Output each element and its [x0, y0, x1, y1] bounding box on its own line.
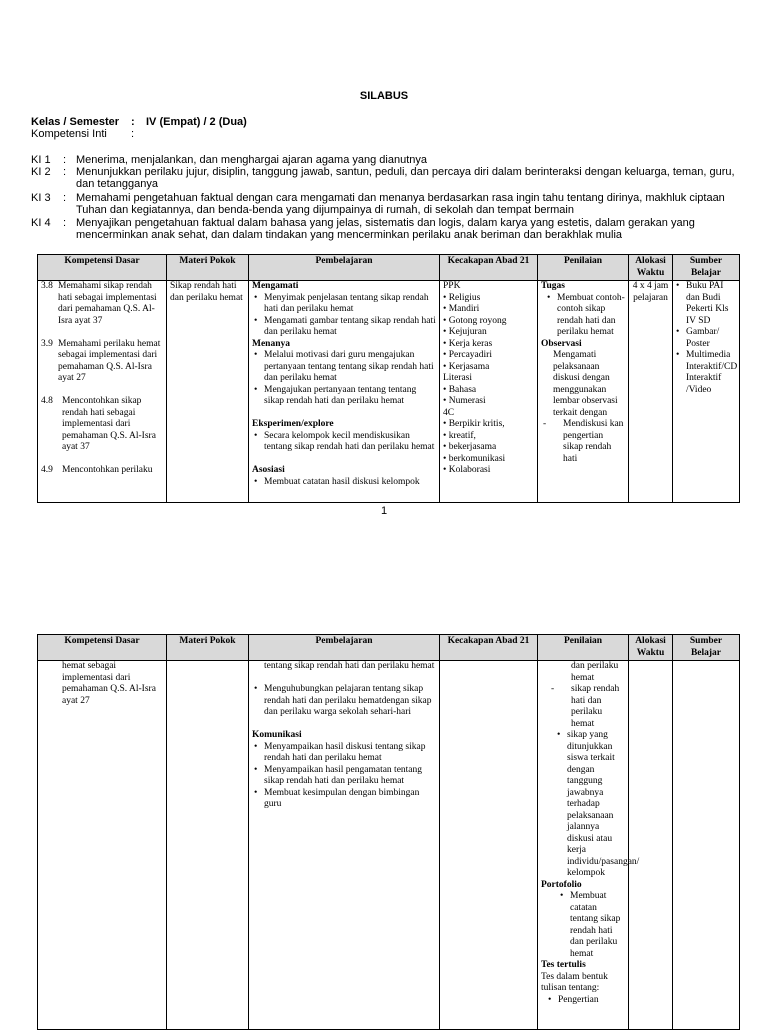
- ki-code: KI 4: [31, 217, 51, 229]
- kecakapan-cell: [440, 281, 538, 503]
- sumber-belajar-cell: [673, 281, 740, 503]
- kecakapan-item: • Kerja keras: [443, 338, 493, 349]
- ki-code: KI 1: [31, 154, 51, 166]
- pembelajaran-cont: tentang sikap rendah hati dan perilaku hemat: [264, 661, 435, 671]
- header-sumber-belajar: Sumber Belajar: [673, 255, 740, 281]
- observasi-text: Mengamati pelaksanaan diskusi dengan menggunakan lembar observasi terkait dengan: [553, 350, 618, 418]
- pembelajaran-cell: [249, 661, 440, 1030]
- penilaian-dash-item: - sikap rendah hati dan perilaku hemat: [551, 684, 620, 729]
- header-pembelajaran: Pembelajaran: [249, 635, 440, 661]
- alokasi-waktu-cell: 4 x 4 jam pelajaran: [629, 281, 673, 503]
- pembelajaran-item: • Mengajukan pertanyaan tentang tentang sikap rendah hati dan perilaku hemat: [264, 385, 436, 408]
- syllabus-table-page2: [37, 634, 740, 1030]
- kd-text: Memahami perilaku hemat sebagai implementasi dari pemahaman Q.S. Al-Isra ayat 27: [58, 338, 161, 383]
- kecakapan-item: • Kolaborasi: [443, 465, 491, 475]
- penilaian-item: • Pengertian: [558, 995, 625, 1007]
- ki-text: Memahami pengetahuan faktual dengan cara mengamati dan menanya berdasarkan rasa ingin tahu tentang dirinya, makhluk ciptaan Tuhan dan kegiatannya, dan benda-benda yang dijumpainya di rumah, di sekolah dan tempat bermain: [76, 192, 725, 216]
- header-kecakapan: Kecakapan Abad 21: [440, 255, 538, 281]
- kecakapan-item: • Berpikir kritis,: [443, 419, 505, 429]
- kompetensi-colon: :: [131, 128, 135, 140]
- pembelajaran-item: • Secara kelompok kecil mendiskusikan tentang sikap rendah hati dan perilaku hemat: [264, 431, 436, 454]
- kd-number: 3.9: [41, 338, 53, 349]
- alokasi-waktu-cell: [629, 661, 673, 1030]
- kelas-colon: :: [131, 116, 135, 128]
- pembelajaran-item: • Menguhubungkan pelajaran tentang sikap rendah hati dan perilaku hematdengan sikap dan perilaku warga sekolah sehari-hari: [264, 684, 436, 719]
- header-kompetensi-dasar: Kompetensi Dasar: [38, 255, 167, 281]
- kecakapan-item: • Percayadiri: [443, 350, 492, 360]
- kd-text: hemat sebagai implementasi dari pemahaman Q.S. Al-Isra ayat 27: [62, 661, 156, 706]
- header-pembelajaran: Pembelajaran: [249, 255, 440, 281]
- ppk-label: PPK: [443, 281, 461, 291]
- kd-text: Memahami sikap rendah hati sebagai implementasi dari pemahaman Q.S. Al-Isra ayat 37: [58, 281, 157, 326]
- ki-colon: :: [63, 192, 67, 204]
- kecakapan-item: • Numerasi: [443, 396, 486, 406]
- pembelajaran-heading: Eksperimen/explore: [252, 419, 334, 429]
- kecakapan-item: • Bahasa: [443, 384, 477, 395]
- ki-item: [31, 166, 741, 190]
- header-penilaian: Penilaian: [538, 255, 629, 281]
- ki-code: KI 2: [31, 166, 51, 178]
- kd-text: Mencontohkan perilaku: [62, 465, 153, 475]
- sumber-item: • Multimedia Interaktif/CD Interaktif /Video: [686, 350, 736, 396]
- header-alokasi-waktu: Alokasi Waktu: [629, 635, 673, 661]
- pembelajaran-heading: Menanya: [252, 338, 290, 349]
- penilaian-item: • Membuat contoh-contoh sikap rendah hati dan perilaku hemat: [557, 293, 625, 339]
- kd-item: [41, 281, 163, 327]
- header-penilaian: Penilaian: [538, 635, 629, 661]
- kompetensi-dasar-cell: [38, 661, 167, 1030]
- header-alokasi-waktu: Alokasi Waktu: [629, 255, 673, 281]
- penilaian-heading: Portofolio: [541, 879, 582, 890]
- pembelajaran-heading: Asosiasi: [252, 465, 285, 475]
- tes-text: Tes dalam bentuk tulisan tentang:: [541, 971, 608, 993]
- kecakapan-item: • Kejujuran: [443, 327, 487, 337]
- kompetensi-dasar-cell: [38, 281, 167, 503]
- sumber-item: • Buku PAI dan Budi Pekerti Kls IV SD: [686, 281, 736, 327]
- kecakapan-item: • Mandiri: [443, 304, 480, 314]
- kd-item: [41, 465, 163, 477]
- penilaian-cell: [538, 281, 629, 503]
- pembelajaran-item: • Membuat kesimpulan dengan bimbingan guru: [264, 788, 436, 811]
- penilaian-item: • Membuat catatan tentang sikap rendah hati dan perilaku hemat: [570, 891, 625, 960]
- kd-text: Mencontohkan sikap rendah hati sebagai implementasi dari pemahaman Q.S. Al-Isra ayat 37: [62, 396, 156, 452]
- kecakapan-item: • berkomunikasi: [443, 453, 506, 464]
- materi-pokok-cell: [167, 661, 249, 1030]
- literasi-label: Literasi: [443, 373, 473, 383]
- kecakapan-item: • kreatif,: [443, 430, 476, 441]
- ki-colon: :: [63, 166, 67, 178]
- pembelajaran-item: • Menyampaikan hasil diskusi tentang sikap rendah hati dan perilaku hemat: [264, 742, 436, 765]
- materi-pokok-cell: Sikap rendah hati dan perilaku hemat: [167, 281, 249, 503]
- kecakapan-cell: [440, 661, 538, 1030]
- kecakapan-item: • Kerjasama: [443, 361, 490, 372]
- penilaian-cell: [538, 661, 640, 1030]
- kecakapan-item: • Religius: [443, 292, 481, 303]
- sumber-item: • Gambar/ Poster: [686, 327, 736, 350]
- syllabus-table-page1: [37, 254, 740, 503]
- kelas-label: Kelas / Semester: [31, 116, 120, 128]
- kd-item: [41, 339, 163, 385]
- header-kompetensi-dasar: Kompetensi Dasar: [38, 635, 167, 661]
- pembelajaran-heading: Komunikasi: [252, 730, 302, 740]
- ki-text: Menyajikan pengetahuan faktual dalam bahasa yang jelas, sistematis dan logis, dalam karya yang estetis, dalam gerakan yang mencerminkan anak sehat, dan dalam tindakan yang mencerminkan perilaku anak beriman dan berakhlak mulia: [76, 217, 695, 241]
- 4c-label: 4C: [443, 407, 455, 418]
- pembelajaran-item: • Mengamati gambar tentang sikap rendah hati dan perilaku hemat: [264, 316, 436, 339]
- ki-item: [31, 192, 741, 216]
- page-number: 1: [380, 505, 388, 517]
- kd-number: 4.9: [41, 465, 53, 475]
- ki-text: Menunjukkan perilaku jujur, disiplin, tanggung jawab, santun, peduli, dan percaya diri dalam berinteraksi dengan keluarga, teman, guru, dan tetangganya: [76, 166, 735, 190]
- pembelajaran-heading: Mengamati: [252, 281, 299, 291]
- kd-item: [41, 396, 163, 454]
- pembelajaran-item: • Melalui motivasi dari guru mengajukan pertanyaan tentang tentang sikap rendah hati dan perilaku hemat: [264, 350, 436, 385]
- kompetensi-label: Kompetensi Inti: [31, 128, 107, 140]
- kd-number: 4.8: [41, 396, 53, 406]
- ki-item: [31, 217, 741, 241]
- kelas-value: IV (Empat) / 2 (Dua): [146, 116, 247, 128]
- sumber-belajar-cell: [673, 661, 740, 1030]
- penilaian-cont: dan perilaku hemat: [571, 661, 619, 683]
- ki-text: Menerima, menjalankan, dan menghargai ajaran agama yang dianutnya: [76, 154, 428, 166]
- pembelajaran-cell: [249, 281, 440, 503]
- penilaian-dash-item: - Mendiskusi kan pengertian sikap rendah hati: [543, 419, 624, 464]
- kecakapan-item: • Gotong royong: [443, 315, 507, 326]
- header-sumber-belajar: Sumber Belajar: [673, 635, 740, 661]
- pembelajaran-item: • Menyimak penjelasan tentang sikap rendah hati dan perilaku hemat: [264, 293, 436, 316]
- penilaian-heading: Tugas: [541, 281, 565, 291]
- ki-code: KI 3: [31, 192, 51, 204]
- penilaian-item: • sikap yang ditunjukkan siswa terkait dengan tanggung jawabnya terhadap pelaksanaan jalannya diskusi atau kerja individu/pasangan/ kelompok: [567, 730, 625, 880]
- pembelajaran-item: • Menyampaikan hasil pengamatan tentang sikap rendah hati dan perilaku hemat: [264, 765, 436, 788]
- ki-colon: :: [63, 217, 67, 229]
- header-kecakapan: Kecakapan Abad 21: [440, 635, 538, 661]
- penilaian-heading: Observasi: [541, 338, 582, 349]
- header-materi-pokok: Materi Pokok: [167, 635, 249, 661]
- ki-colon: :: [63, 154, 67, 166]
- kd-number: 3.8: [41, 281, 53, 291]
- header-materi-pokok: Materi Pokok: [167, 255, 249, 281]
- penilaian-heading: Tes tertulis: [541, 960, 586, 970]
- ki-item: [31, 154, 741, 166]
- document-title: SILABUS: [359, 90, 409, 102]
- kompetensi-inti-row: [31, 128, 146, 141]
- kecakapan-item: • bekerjasama: [443, 442, 497, 452]
- pembelajaran-item: • Membuat catatan hasil diskusi kelompok: [264, 477, 436, 489]
